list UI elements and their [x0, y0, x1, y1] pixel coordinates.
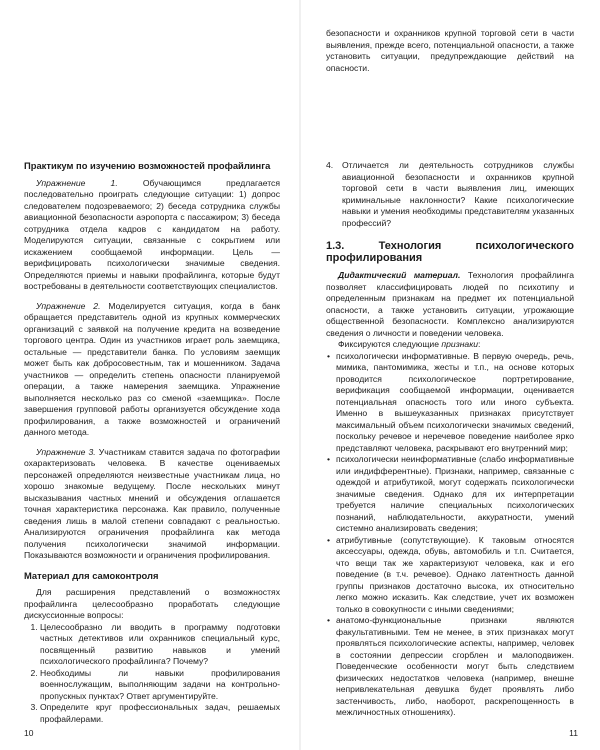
- exercise-3-text: Участникам ставится задача по фотографии охарактеризовать человека. В качестве оцениваемых персонажей определяются неизвестные участникам лица, но хорошо знакомые ведущему. После нескольких минут высказывания частных мнений и обсуждения оглашается точная характеристика персонажа. Как правило, полученные сведения лишь в малой степени совпадают с реальностью. Анализируются ограничения профайлинга как метода получения психологически значимой информации. Показываются возможности и ограничения профилирования.: [24, 446, 280, 560]
- question-item: 3. Определите круг профессиональных задач, решаемых профайлерами.: [40, 702, 280, 725]
- exercise-1-text: Обучающимся предлагается последовательно проиграть следующие ситуации: 1) допрос следователем подозреваемого; 2) беседа сотрудника службы авиационной безопасности аэропорта с пассажиром; 3) беседа сотрудника отдела кадров с кандидатом на работу. Моделируются ситуации, связанные с сокрытием или искажением сообщаемой информации. Цель — верифицировать психологически значимые сведения. Определяются приемы и навыки профайлинга, которые будут востребованы в деятельности соответствующих специалистов.: [24, 177, 281, 291]
- selfcheck-title: Материал для самоконтроля: [24, 569, 159, 581]
- selfcheck-intro: Для расширения представлений о возможностях профайлинга целесообразно проработать следующие дискуссионные вопросы:: [24, 587, 280, 620]
- question-item: 2. Необходимы ли навыки профилирования военнослужащим, выполняющим задачи на контрольно-пропускных пунктах? Ответ аргументируйте.: [40, 668, 280, 703]
- right-top-paragraph: [326, 28, 574, 74]
- didactic-label: Дидактический материал.: [338, 270, 461, 280]
- exercise-3-label: Упражнение 3.: [36, 446, 96, 457]
- feature-item: • анатомо-функциональные признаки являются факультативными. Тем не менее, в этих признаках могут проявляться психологические аспекты, например, человек в состоянии депрессии сгорблен и малоподвижен. Поведенческие особенности могут быть следствием физических недостатков человека (например, внешне непривлекательная девушка будет проявлять либо застенчивость, либо, наоборот, раскрепощенность в межличностных отношениях).: [336, 615, 574, 719]
- right-column: [326, 160, 574, 719]
- features-word: признаки: [441, 339, 479, 349]
- exercise-2-text: Моделируется ситуация, когда в банк обращается представитель одной из крупных коммерческих организаций с заявкой на получение кредита на возведение торгового центра. Один из участников играет роль заемщика, остальные — представители банка. По условиям заемщик может быть как добросовестным, так и мошенником. Задача участников — определить степень опасности планируемой операции, а также намерения заемщика. Упражнение выполняется несколько раз со сменой «заемщика». После завершения групповой работы организуется обсуждение хода профилирования, а также возможностей и ограничений данного метода.: [24, 300, 281, 437]
- section-title: 1.3. Технология психологического профилирования: [326, 240, 574, 264]
- exercise-1: [24, 178, 280, 293]
- didactic-text: Технология профайлинга позволяет классифицировать людей по психотипу и определенным признакам на предмет их потенциальной опасности, а также установить ситуации, угрожающие общественной безопасности. Комплексно анализируются сведения о личности и поведении человека.: [326, 270, 574, 338]
- question-4-text: Отличается ли деятельность сотрудников службы авиационной безопасности и охранников крупной торговой сети в части выявления лиц, имеющих криминальные наклонности? Какие психологические навыки и умения необходимы представителям указанных профессий?: [342, 160, 574, 228]
- exercise-2: [24, 301, 280, 439]
- right-page: [300, 0, 600, 750]
- exercise-3: [24, 447, 280, 562]
- didactic-paragraph: [326, 270, 574, 339]
- feature-item: • атрибутивные (сопутствующие). К таковым относятся аксессуары, одежда, обувь, автомобиль и т.п. Считается, что вещи так же характеризуют человека, как и его поведение (в т.ч. речевое). Однако латентность данной группы признаков достаточно высока, их относительно легко можно исказить. Как следствие, учет их возможен только в совокупности с иными сведениями;: [336, 535, 574, 616]
- exercise-2-label: Упражнение 2.: [36, 300, 101, 311]
- page-number-right: 11: [569, 728, 578, 738]
- exercise-1-label: Упражнение 1.: [36, 177, 118, 188]
- features-intro: Фиксируются следующие признаки:: [338, 339, 481, 349]
- practicum-title: Практикум по изучению возможностей профайлинга: [24, 160, 271, 171]
- left-column: [24, 160, 280, 725]
- question-4-number: 4.: [326, 160, 334, 170]
- feature-item: • психологически неинформативные (слабо информативные или индифферентные). Признаки, например, связанные с одеждой и атрибутикой, могут содержать психологически значимые сведения. Однако для их интерпретации требуется наличие специальных психологических познаний, наблюдательности, аккуратности, умений системно анализировать сведения;: [336, 454, 574, 535]
- page-number-left: 10: [24, 728, 34, 738]
- feature-item: • психологически информативные. В первую очередь, речь, мимика, пантомимика, жесты и т.п., на основе которых проводится психологическое портретирование, верификация сообщаемой информации, оценивается потенциальная опасность того или иного субъекта. Именно в вышеуказанных признаках присутствует максимальный объем психологически значимых сведений, поскольку речевое и неречевое поведение наиболее ярко представляют человека, раскрывают его внутренний мир;: [336, 351, 574, 455]
- question-4: [326, 160, 574, 229]
- question-item: 1. Целесообразно ли вводить в программу подготовки частных детективов или охранников специальный курс, посвященный развитию навыков и умений психологического профайлинга? Почему?: [40, 622, 280, 668]
- questions-list: [24, 622, 280, 726]
- features-intro-text: Фиксируются следующие: [338, 339, 440, 349]
- features-list: [326, 351, 574, 719]
- top-paragraph: безопасности и охранников крупной торговой сети в части выявления, прежде всего, потенциальной опасности, а также установить ситуации, предупреждающие действий на опасности.: [326, 28, 574, 73]
